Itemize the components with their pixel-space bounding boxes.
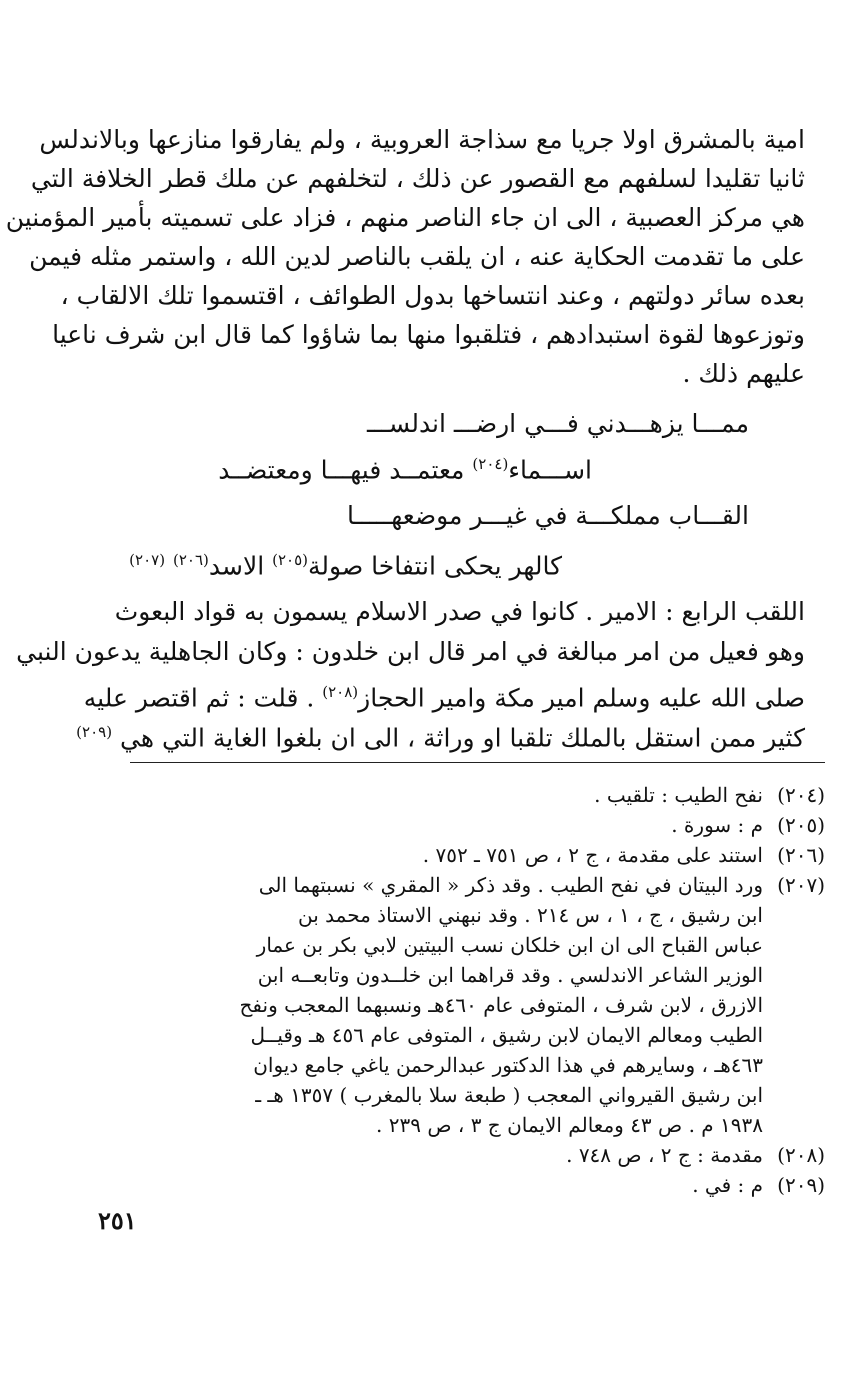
footnote-number: (٢٠٦) [777, 843, 825, 867]
poem-text: كالهر يحكى انتفاخا صولة [308, 551, 562, 581]
footnote [95, 1170, 825, 1200]
footnote-ref: (٢٠٨) [322, 683, 359, 701]
body-line: وتوزعوها لقوة استبدادهم ، فتلقبوا منها بما شاؤوا كما قال ابن شرف ناعيا [52, 320, 805, 349]
poem-verse-1a [367, 404, 749, 444]
poem-verse-2a [347, 496, 749, 536]
poem-text: الاسد [208, 551, 265, 581]
footnote-body [95, 780, 763, 810]
body-text: كثير ممن استقل بالملك تلقبا او وراثة ، الى ان بلغوا الغاية التي هي [120, 723, 805, 753]
body-line: وهو فعيل من امر مبالغة في امر قال ابن خلدون : وكان الجاهلية يدعون النبي [16, 637, 805, 666]
footnote-number: (٢٠٩) [777, 1173, 825, 1197]
poem-verse-1b [218, 444, 592, 490]
footnote [95, 870, 825, 1140]
body-line: اللقب الرابع : الامير . كانوا في صدر الاسلام يسمون به قواد البعوث [114, 597, 805, 626]
body-line: هي مركز العصبية ، الى ان جاء الناصر منهم ، فزاد على تسميته بأمير المؤمنين [5, 203, 805, 232]
footnote-line: الطيب ومعالم الايمان لابن رشيق ، المتوفى عام ٤٥٦ هـ وقيــل [250, 1023, 763, 1047]
footnote-line: الوزير الشاعر الاندلسي . وقد قراهما ابن خلــدون وتابعــه ابن [257, 963, 763, 987]
footnote-line: مقدمة : ج ٢ ، ص ٧٤٨ . [566, 1143, 763, 1167]
body-line [83, 672, 805, 713]
footnote-body [95, 1140, 763, 1170]
main-paragraph [5, 120, 805, 393]
footnote-ref: (٢٠٤) [472, 455, 509, 473]
footnote [95, 780, 825, 810]
footnote-body [95, 840, 763, 870]
footnote-number: (٢٠٨) [777, 1143, 825, 1167]
footnote-ref: (٢٠٩) [76, 723, 113, 741]
footnote-line: نفح الطيب : تلقيب . [594, 783, 763, 807]
body-text: صلى الله عليه وسلم امير مكة وامير الحجاز [358, 683, 805, 713]
body-line: على ما تقدمت الحكاية عنه ، ان يلقب بالناصر لدين الله ، واستمر مثله فيمن [29, 242, 805, 271]
body-line [76, 712, 805, 753]
poem-text: ممـــا يزهـــدني فـــي ارضـــ اندلســـ [367, 409, 749, 438]
body-line: ثانيا تقليدا لسلفهم مع القصور عن ذلك ، لتخلفهم عن ملك قطر الخلافة التي [30, 164, 805, 193]
footnote-line: م : سورة . [671, 813, 763, 837]
footnote-line: الازرق ، لابن شرف ، المتوفى عام ٤٦٠هـ ونسبهما المعجب ونفح [239, 993, 763, 1017]
footnote [95, 810, 825, 840]
footnote-line: عباس القباح الى ان ابن خلكان نسب البيتين لابي بكر بن عمار [256, 933, 763, 957]
footnote-body [95, 810, 763, 840]
footnote-line: ورد البيتان في نفح الطيب . وقد ذكر « المقري » نسبتهما الى [258, 873, 763, 897]
poem-text: معتمــد فيهـــا ومعتضــد [218, 455, 465, 485]
footnote-ref: (٢٠٦) [173, 551, 209, 569]
poem-verse-2b [129, 540, 562, 586]
poem-text: القـــاب مملكـــة في غيـــر موضعهـــــا [347, 501, 749, 530]
footnote [95, 1140, 825, 1170]
footnote-number: (٢٠٤) [777, 783, 825, 807]
footnote-number: (٢٠٥) [777, 813, 825, 837]
footnote-body [95, 870, 763, 1140]
footnote-line: ٤٦٣هـ ، وسايرهم في هذا الدكتور عبدالرحمن ياغي جامع ديوان [253, 1053, 763, 1077]
page-number: ٢٥١ [98, 1206, 137, 1235]
footnote-line: ابن رشيق القيرواني المعجب ( طبعة سلا بالمغرب ) ١٣٥٧ هـ ـ [255, 1083, 763, 1107]
poem-text: اســـماء [508, 455, 592, 485]
footnote-line: ابن رشيق ، ج ، ١ ، س ٢١٤ . وقد نبهني الاستاذ محمد بن [297, 903, 763, 927]
footnote-ref: (٢٠٥) [272, 551, 309, 569]
body-text: . قلت : ثم اقتصر عليه [83, 683, 315, 713]
footnote-body [95, 1170, 763, 1200]
footnote-number: (٢٠٧) [777, 873, 825, 897]
second-paragraph [16, 592, 805, 753]
body-line: بعده سائر دولتهم ، وعند انتساخها بدول الطوائف ، اقتسموا تلك الالقاب ، [60, 281, 805, 310]
footnote-line: استند على مقدمة ، ج ٢ ، ص ٧٥١ ـ ٧٥٢ . [422, 843, 763, 867]
footnote [95, 840, 825, 870]
footnotes [95, 780, 825, 1200]
footnote-line: ١٩٣٨ م . ص ٤٣ ومعالم الايمان ج ٣ ، ص ٢٣٩ . [376, 1113, 763, 1137]
footnote-ref: (٢٠٧) [129, 551, 166, 569]
footnote-divider [130, 762, 825, 763]
body-line: امية بالمشرق اولا جريا مع سذاجة العروبية ، ولم يفارقوا منازعها وبالاندلس [39, 125, 805, 154]
footnote-line: م : في . [692, 1173, 763, 1197]
body-line: عليهم ذلك . [682, 359, 805, 388]
